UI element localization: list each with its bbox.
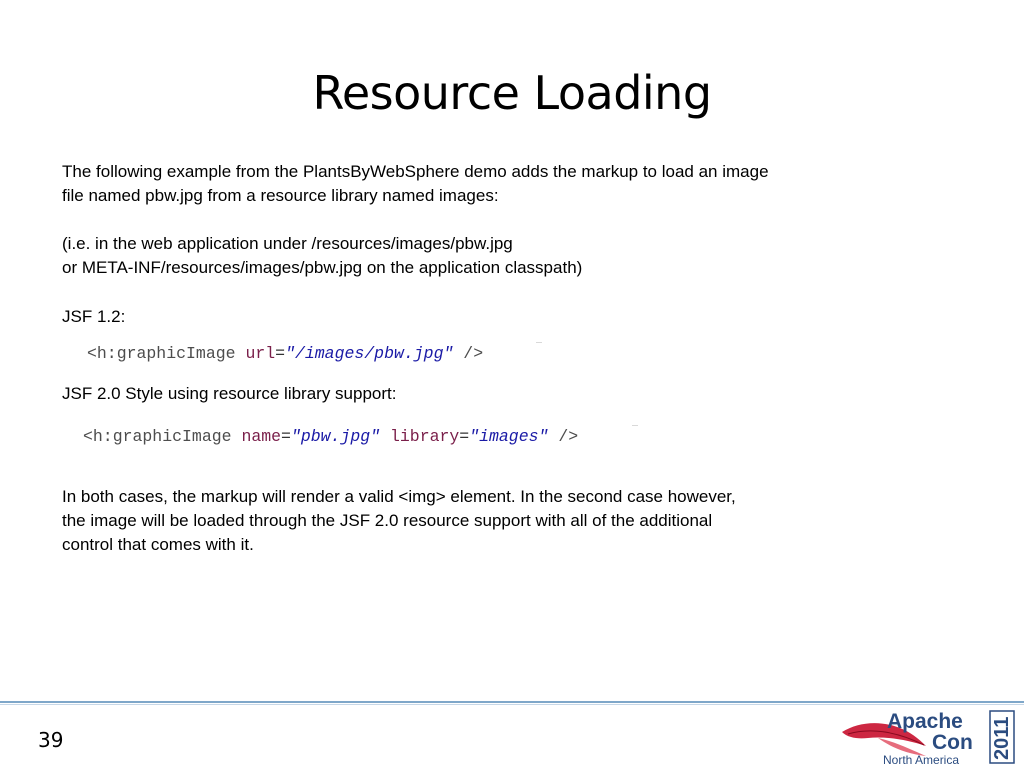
jsf12-label-text: JSF 1.2: [62, 307, 126, 326]
slide-title: Resource Loading [312, 66, 712, 120]
conclusion-paragraph [62, 485, 942, 557]
conclusion-line-3: control that comes with it. [62, 535, 254, 554]
code-equals: = [275, 344, 286, 363]
code-attr-name: name [241, 427, 282, 446]
note-line-2: or META-INF/resources/images/pbw.jpg on the application classpath) [62, 258, 583, 277]
code-value-url: "/images/pbw.jpg" [285, 344, 454, 363]
code-tag-open: <h:graphicImage [87, 344, 236, 363]
code-attr-library: library [389, 427, 460, 446]
footer-divider [0, 701, 1024, 703]
code-snippet-jsf12 [87, 344, 483, 363]
jsf20-label-text: JSF 2.0 Style using resource library support: [62, 384, 397, 403]
logo-apache-text: Apache [887, 710, 963, 733]
note-line-1: (i.e. in the web application under /resources/images/pbw.jpg [62, 234, 513, 253]
code-value-name: "pbw.jpg" [290, 427, 381, 446]
code-tag-close: /> [558, 427, 579, 446]
code-snippet-jsf20 [83, 427, 578, 446]
logo-year-text: 2011 [991, 716, 1013, 760]
code-attr-url: url [245, 344, 276, 363]
conclusion-line-2: the image will be loaded through the JSF 2.0 resource support with all of the additional [62, 511, 713, 530]
code-equals: = [281, 427, 291, 446]
logo-region-text: North America [883, 753, 960, 766]
code-tag-open: <h:graphicImage [83, 427, 232, 446]
intro-line-1: The following example from the PlantsByWebSphere demo adds the markup to load an image [62, 162, 769, 181]
logo-con-text: Con [932, 731, 973, 754]
code-shade-2 [632, 425, 638, 426]
jsf12-label [62, 305, 942, 329]
code-value-library: "images" [469, 427, 549, 446]
apachecon-logo [838, 708, 1018, 766]
conclusion-line-1: In both cases, the markup will render a valid <img> element. In the second case however, [62, 487, 736, 506]
jsf20-label [62, 382, 942, 406]
page-number: 39 [38, 728, 64, 752]
intro-paragraph [62, 160, 942, 208]
note-paragraph [62, 232, 942, 280]
footer-divider-light [0, 704, 1024, 705]
code-equals: = [459, 427, 470, 446]
intro-line-2: file named pbw.jpg from a resource library named images: [62, 186, 499, 205]
code-shade-1 [536, 342, 542, 343]
code-tag-close: /> [463, 344, 484, 363]
